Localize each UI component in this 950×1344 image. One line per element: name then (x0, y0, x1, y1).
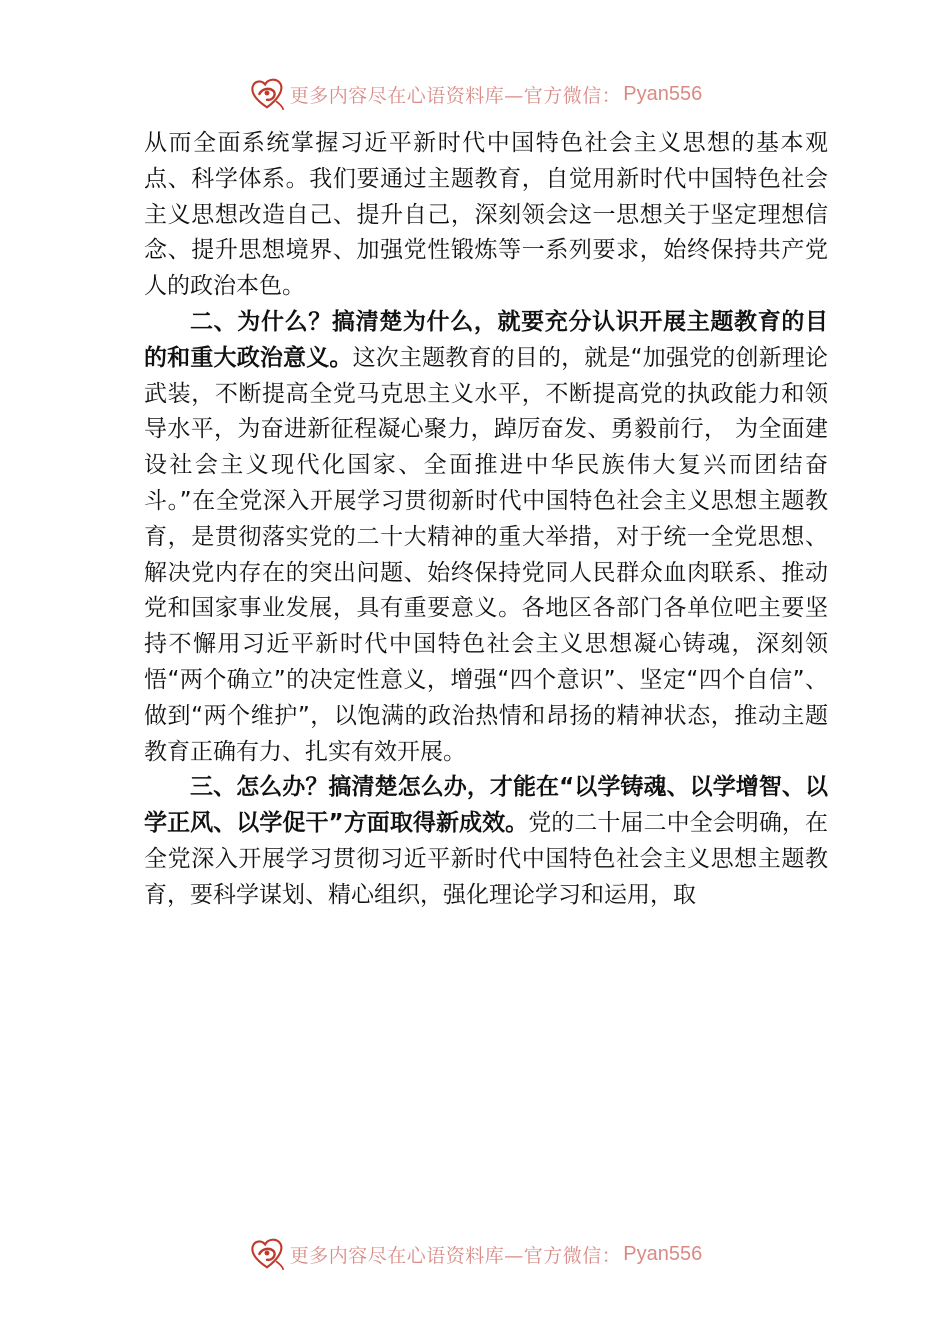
heart-swirl-logo-icon (248, 75, 286, 113)
footer-watermark-account: Pyan556 (623, 1242, 703, 1265)
heart-swirl-logo-icon (248, 1235, 286, 1273)
paragraph-2-text: 这次主题教育的目的，就是“加强党的创新理论武装，不断提高全党马克思主义水平，不断提高党的执政能力和领导水平，为奋进新征程凝心聚力，踔厉奋发、勇毅前行， 为全面建设社会主义现代化国家、全面推进中华民族伟大复兴而团结奋斗。”在全党深入开展学习贯彻新时代中国特色社会主义思想主题教育，是贯彻落实党的二十大精神的重大举措，对于统一全党思想、解决党内存在的突出问题、始终保持党同人民群众血肉联系、推动党和国家事业发展，具有重要意义。各地区各部门各单位吧主要坚持不懈用习近平新时代中国特色社会主义思想凝心铸魂，深刻领悟“两个确立”的决定性意义，增强“四个意识”、坚定“四个自信”、做到“两个维护”，以饱满的政治热情和昂扬的精神状态，推动主题教育正确有力、扎实有效开展。 (144, 344, 828, 765)
paragraph-3-heading: 三、怎么办？搞清楚怎么办，才能在“以学铸魂、以学增智、以学正风、以学促干”方面取得新成效。 (144, 774, 828, 837)
document-body (144, 126, 828, 914)
paragraph-1 (144, 126, 828, 305)
footer-watermark (0, 1232, 950, 1276)
paragraph-2-heading: 二、为什么？搞清楚为什么，就要充分认识开展主题教育的目的和重大政治意义。 (144, 308, 828, 371)
paragraph-2 (144, 305, 828, 770)
paragraph-1-text: 从而全面系统掌握习近平新时代中国特色社会主义思想的基本观点、科学体系。我们要通过主题教育，自觉用新时代中国特色社会主义思想改造自己、提升自己，深刻领会这一思想关于坚定理想信念、提升思想境界、加强党性锻炼等一系列要求，始终保持共产党人的政治本色。 (144, 130, 828, 300)
paragraph-3-text: 党的二十届二中全会明确，在全党深入开展学习贯彻习近平新时代中国特色社会主义思想主题教育，要科学谋划、精心组织，强化理论学习和运用，取 (144, 810, 828, 908)
paragraph-3 (144, 770, 828, 913)
header-watermark-text: 更多内容尽在心语资料库—官方微信： (289, 84, 622, 107)
header-watermark-account: Pyan556 (623, 82, 703, 105)
footer-watermark-text: 更多内容尽在心语资料库—官方微信： (289, 1244, 622, 1267)
header-watermark (0, 72, 950, 116)
